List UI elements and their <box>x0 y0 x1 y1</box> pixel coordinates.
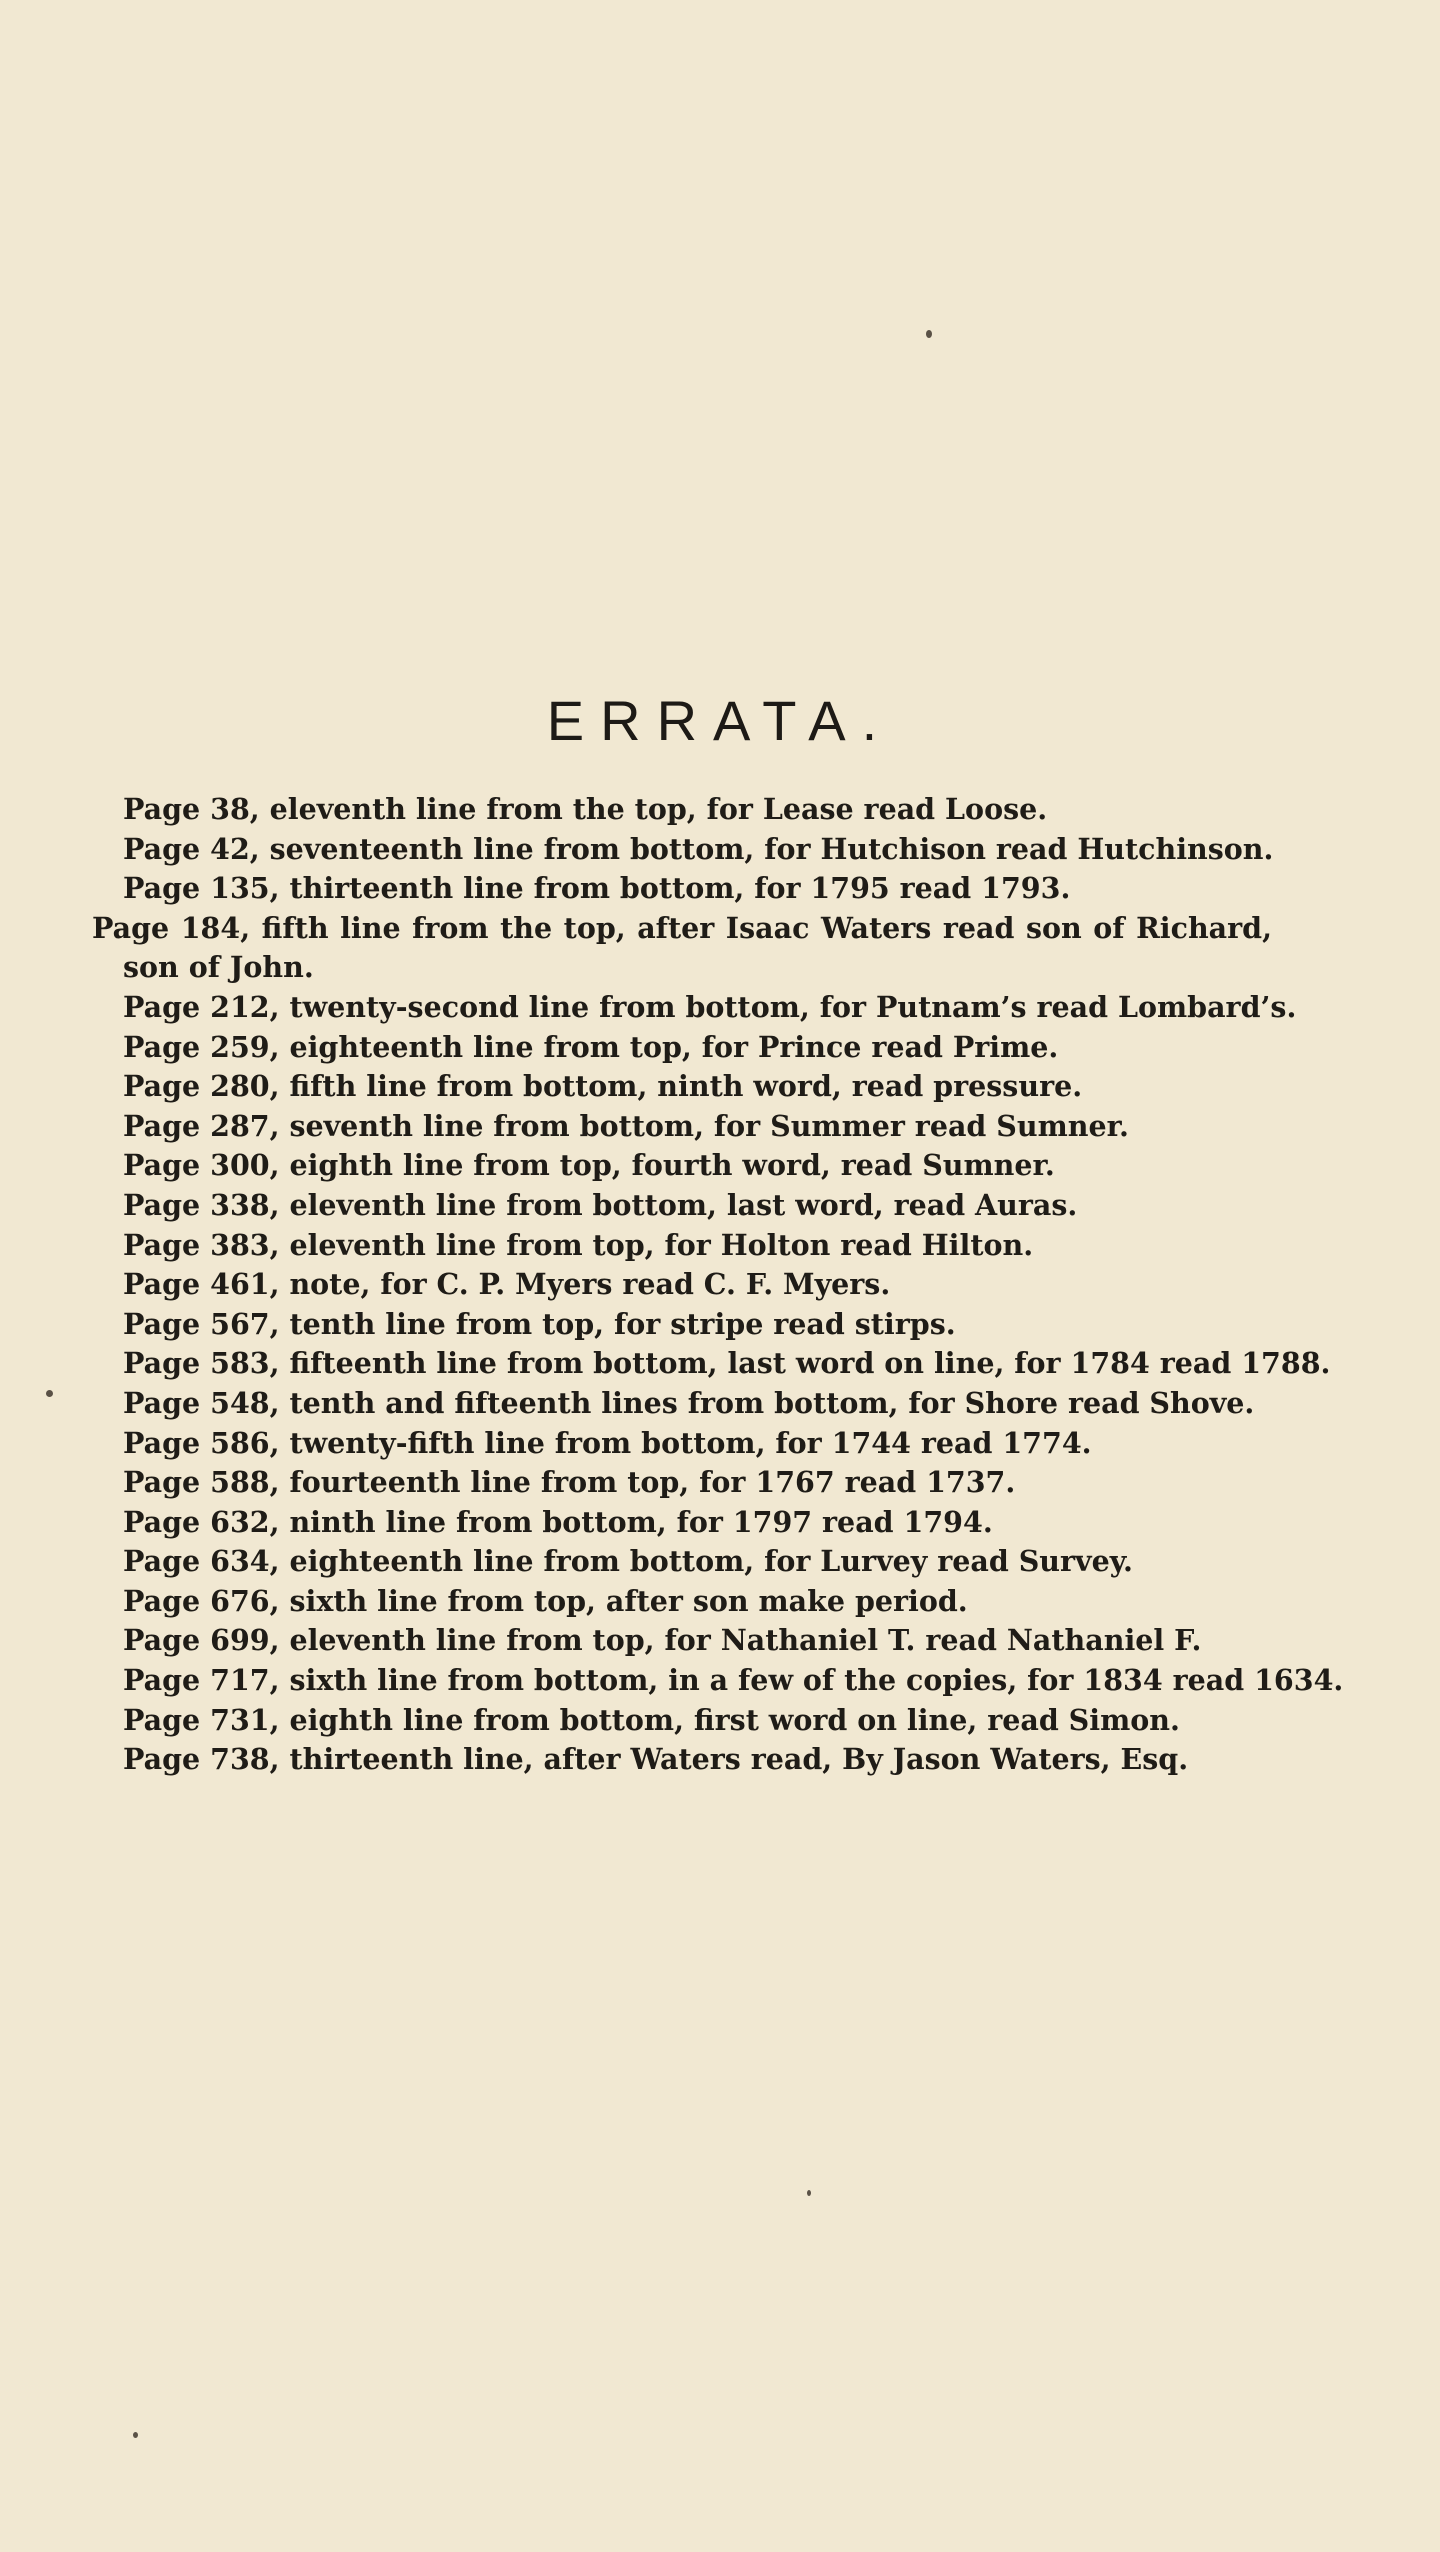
errata-entry: Page 184, fifth line from the top, after Isaac Waters read son of Richard, son of John. <box>92 910 1272 985</box>
errata-entry: Page 567, tenth line from top, for stripe read stirps. <box>123 1306 956 1341</box>
errata-entry: Page 634, eighteenth line from bottom, for Lurvey read Survey. <box>123 1544 1133 1579</box>
errata-entry: Page 738, thirteenth line, after Waters read, By Jason Waters, Esq. <box>123 1742 1189 1777</box>
errata-entry: Page 717, sixth line from bottom, in a few of the copies, for 1834 read 1634. <box>123 1663 1344 1698</box>
errata-entry: Page 259, eighteenth line from top, for Prince read Prime. <box>123 1029 1059 1064</box>
errata-entry: Page 38, eleventh line from the top, for Lease read Loose. <box>123 792 1048 826</box>
errata-entry: Page 699, eleventh line from top, for Nathaniel T. read Nathaniel F. <box>123 1623 1202 1658</box>
errata-entry: Page 588, fourteenth line from top, for 1767 read 1737. <box>123 1465 1016 1500</box>
errata-entry: Page 338, eleventh line from bottom, last word, read Auras. <box>123 1187 1078 1222</box>
errata-entry: Page 548, tenth and fifteenth lines from bottom, for Shore read Shove. <box>123 1385 1255 1420</box>
errata-entry: Page 731, eighth line from bottom, first word on line, read Simon. <box>123 1702 1180 1737</box>
errata-entry: Page 287, seventh line from bottom, for Summer read Sumner. <box>123 1108 1129 1143</box>
errata-entry: Page 135, thirteenth line from bottom, for 1795 read 1793. <box>123 871 1071 906</box>
errata-entry: Page 42, seventeenth line from bottom, for Hutchison read Hutchinson. <box>123 831 1274 866</box>
errata-entry: Page 212, twenty-second line from bottom, for Putnam’s read Lombard’s. <box>123 989 1297 1024</box>
errata-entry: Page 586, twenty-fifth line from bottom, for 1744 read 1774. <box>123 1425 1092 1460</box>
errata-entry: Page 583, fifteenth line from bottom, last word on line, for 1784 read 1788. <box>123 1346 1331 1381</box>
errata-list <box>92 790 1344 1780</box>
errata-entry: Page 632, ninth line from bottom, for 1797 read 1794. <box>123 1504 993 1539</box>
errata-entry: Page 383, eleventh line from top, for Holton read Hilton. <box>123 1227 1034 1262</box>
paper-speck <box>133 2432 138 2438</box>
errata-entry: Page 676, sixth line from top, after son make period. <box>123 1583 968 1618</box>
paper-speck <box>807 2190 811 2196</box>
errata-entry: Page 300, eighth line from top, fourth word, read Sumner. <box>123 1148 1055 1183</box>
paper-speck <box>926 330 932 338</box>
errata-heading: ERRATA. <box>546 689 894 752</box>
paper-speck <box>46 1390 53 1397</box>
errata-entry: Page 461, note, for C. P. Myers read C. F. Myers. <box>123 1267 891 1302</box>
errata-entry: Page 280, fifth line from bottom, ninth word, read pressure. <box>123 1069 1083 1104</box>
